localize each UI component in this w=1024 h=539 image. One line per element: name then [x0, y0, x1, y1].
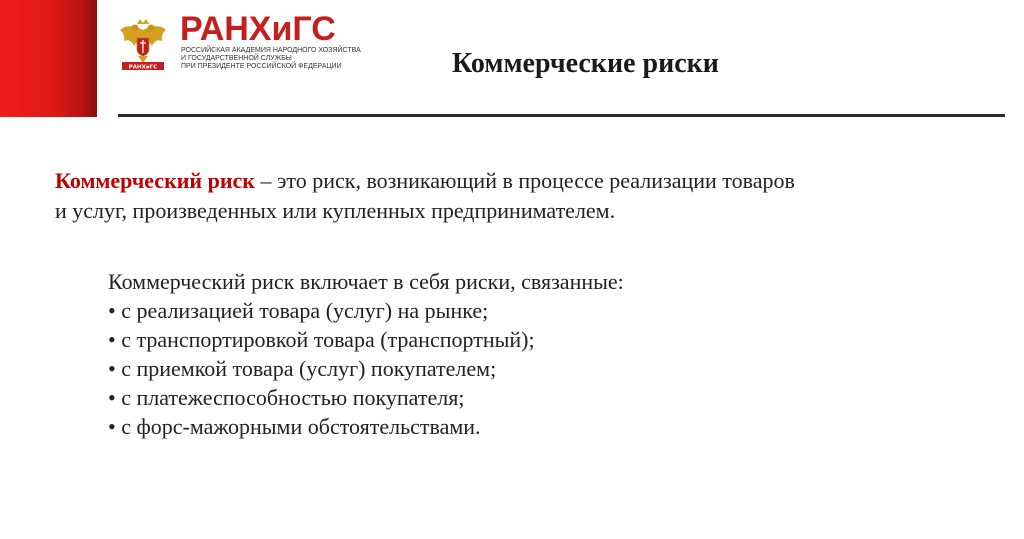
slide-title: Коммерческие риски [452, 48, 719, 79]
logo-subtitle [181, 47, 361, 71]
logo-subtitle-line: РОССИЙСКАЯ АКАДЕМИЯ НАРОДНОГО ХОЗЯЙСТВА [181, 47, 361, 54]
definition-paragraph [55, 166, 955, 226]
list-item: • с транспортировкой товара (транспортный); [108, 327, 535, 352]
double-headed-eagle-emblem-icon [118, 16, 168, 74]
logo-subtitle-line: ПРИ ПРЕЗИДЕНТЕ РОССИЙСКОЙ ФЕДЕРАЦИИ [181, 63, 342, 70]
list-item: • с форс-мажорными обстоятельствами. [108, 414, 481, 439]
list-item: • с платежеспособностью покупателя; [108, 385, 465, 410]
list-item: • с приемкой товара (услуг) покупателем; [108, 356, 497, 381]
definition-line-2: и услуг, произведенных или купленных предпринимателем. [55, 198, 616, 223]
risk-list-intro: Коммерческий риск включает в себя риски, связанные: [108, 269, 624, 294]
ranepa-logo [118, 10, 361, 76]
emblem-ribbon-text: РАНХиГС [128, 64, 158, 71]
definition-text: – это риск, возникающий в процессе реализации товаров [254, 168, 795, 193]
header-red-bar [0, 0, 97, 117]
definition-term: Коммерческий риск [55, 168, 255, 193]
title-divider [118, 114, 1005, 117]
list-item: • с реализацией товара (услуг) на рынке; [108, 298, 489, 323]
logo-title: РАНХиГС [180, 10, 336, 48]
risk-list [108, 267, 908, 441]
definition-line-1 [55, 166, 955, 196]
logo-subtitle-line: И ГОСУДАРСТВЕННОЙ СЛУЖБЫ [181, 55, 292, 62]
